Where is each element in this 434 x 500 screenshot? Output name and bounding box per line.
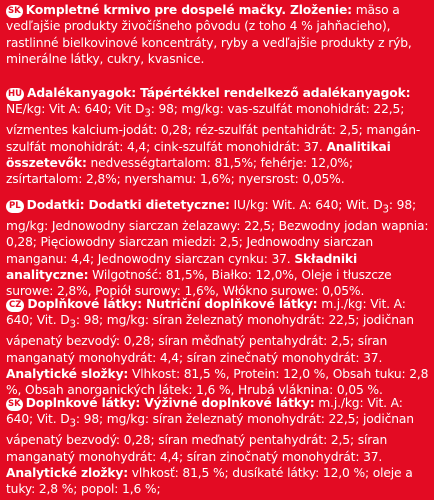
composition-text: mäso a vedľajšie produkty živočíšneho pôvodu (z toho 4 % jahňacieho), rastlinné bielkovinové koncentráty, ryby a vedľajšie produkty z rýb, minerálne látky, cukry, kvasnice.	[6, 3, 412, 67]
additives-heading: Doplnkové látky: Výživné doplnkové látky:	[25, 396, 315, 410]
additives-heading: Adalékanyagok: Tápértékkel rendelkező adalékanyagok:	[27, 86, 411, 100]
additives-text-part2: : 98; mg/kg: síran železnatý monohydrát: 22,5; jodičnan vápenatý bezvodý: 0,28; síran měďnatý pentahydrát: 2,5; síran manganatý monohydrát: 4,4; síran zinečnatý monohydrát: 37.	[6, 313, 414, 365]
additives-text-part2: : 98; mg/kg: vas-szulfát monohidrát: 22,5; vízmentes kalcium-jodát: 0,28; réz-szulfát pentahidrát: 2,5; mangán-szulfát monohidrát: 4,4; cink-szulfát monohidrát: 37.	[6, 102, 421, 154]
subscript-3: 3	[69, 417, 76, 430]
section-cz-additives	[6, 296, 430, 399]
language-badge-hu: HU	[8, 89, 23, 99]
language-badge-sk: SK	[8, 399, 21, 409]
additives-text-part2: : 98; mg/kg: síran železnatý monohydrát: 22,5; jodičnan vápenatý bezvodý: 0,28; síran meďnatý pentahydrát: 2,5; síran manganatý monohydrát: 4,4; síran zinočnatý monohydrát: 37.	[6, 412, 414, 464]
composition-heading: Kompletné krmivo pre dospelé mačky. Zloženie:	[25, 3, 352, 17]
additives-text-part2: : 98; mg/kg: Jednowodny siarczan żelazawy: 22,5; Bezwodny jodan wapnia: 0,28; Pięciowodny siarczan miedzi: 2,5; Jednowodny siarczan manganu: 4,4; Jednowodny siarczan cynku: 37.	[6, 198, 429, 266]
additives-text-part1: m.j./kg: Vit. A: 640; Vit. D	[6, 396, 403, 427]
analytical-text: nedvességtartalom: 81,5%; fehérje: 12,0%; zsírtartalom: 2,8%; nyershamu: 1,6%; nyersrost: 0,05%.	[6, 156, 353, 187]
analytical-text: Vlhkost: 81,5 %, Protein: 12,0 %, Obsah tuku: 2,8 %, Obsah anorganických látek: 1,6 %, Hrubá vláknina: 0,05 %.	[6, 367, 429, 398]
section-hu-additives	[6, 85, 430, 188]
additives-text-part1: NE/kg: Vit A: 640; Vit D	[6, 102, 145, 117]
section-sk-composition	[6, 2, 430, 68]
additives-heading: Dodatki: Dodatki dietetyczne:	[26, 198, 230, 212]
analytical-heading: Analitikai összetevők:	[6, 139, 391, 171]
additives-text-part1: m.j./kg: Vit. A: 640; Vit. D	[6, 297, 406, 328]
analytical-heading: Składniki analityczne:	[6, 251, 358, 283]
subscript-3: 3	[144, 107, 151, 120]
subscript-3: 3	[69, 318, 76, 331]
analytical-text: Wilgotność: 81,5%, Białko: 12,0%, Oleje i tłuszcze surowe: 2,8%, Popiół surowy: 1,6%, Włókno surowe: 0,05%.	[6, 268, 392, 299]
section-pl-additives	[6, 197, 430, 300]
analytical-text: vlhkosť: 81,5 %; dusíkaté látky: 12,0 %; oleje a tuky: 2,8 %; popol: 1,6 %;	[6, 466, 413, 497]
language-badge-cz: CZ	[6, 299, 24, 312]
language-badge-sk: SK	[8, 6, 21, 16]
analytical-heading: Analytické složky:	[6, 367, 129, 382]
section-sk-additives	[6, 395, 430, 498]
additives-text-part1: IU/kg: Wit. A: 640; Wit. D	[229, 198, 383, 212]
analytical-heading: Analytické zložky:	[6, 466, 129, 481]
language-badge-pl: PL	[6, 200, 24, 213]
additives-heading: Doplňkové látky: Nutriční doplňkové látky:	[27, 297, 318, 311]
subscript-3: 3	[382, 203, 389, 216]
